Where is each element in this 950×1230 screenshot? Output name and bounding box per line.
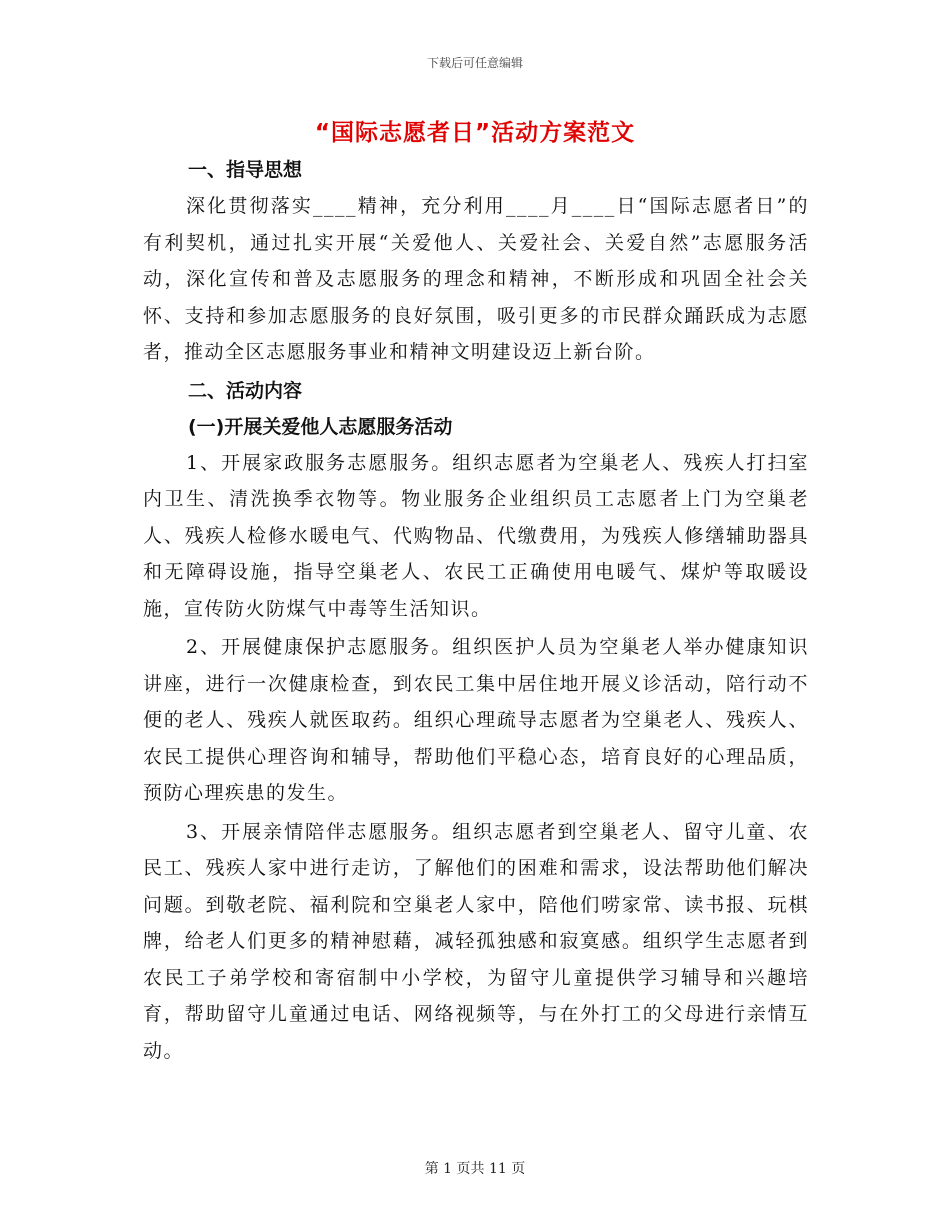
page-header: 下载后可任意编辑 — [426, 56, 523, 70]
paragraph-item-3: 3、开展亲情陪伴志愿服务。组织志愿者到空巢老人、留守儿童、农民工、残疾人家中进行走访，了解他们的困难和需求，设法帮助他们解决问题。到敬老院、福利院和空巢老人家中，陪他们唠家常、读书报、玩棋牌，给老人们更多的精神慰藉，减轻孤独感和寂寞感。组织学生志愿者到农民工子弟学校和寄宿制中小学校，为留守儿童提供学习辅导和兴趣培育，帮助留守儿童通过电话、网络视频等，与在外打工的父母进行亲情互动。 — [143, 820, 809, 1062]
paragraph-item-2: 2、开展健康保护志愿服务。组织医护人员为空巢老人举办健康知识讲座，进行一次健康检查，到农民工集中居住地开展义诊活动，陪行动不便的老人、残疾人就医取药。组织心理疏导志愿者为空巢老人、残疾人、农民工提供心理咨询和辅导，帮助他们平稳心态，培育良好的心理品质，预防心理疾患的发生。 — [143, 636, 809, 804]
subsection-heading-care-others: (一)开展关爱他人志愿服务活动 — [188, 415, 453, 438]
paragraph-guiding-thought: 深化贯彻落实____精神，充分利用____月____日“国际志愿者日”的有利契机，通过扎实开展“关爱他人、关爱社会、关爱自然”志愿服务活动，深化宣传和普及志愿服务的理念和精神，不断形成和巩固全社会关怀、支持和参加志愿服务的良好氛围，吸引更多的市民群众踊跃成为志愿者，推动全区志愿服务事业和精神文明建设迈上新台阶。 — [143, 195, 809, 363]
paragraph-item-1: 1、开展家政服务志愿服务。组织志愿者为空巢老人、残疾人打扫室内卫生、清洗换季衣物等。物业服务企业组织员工志愿者上门为空巢老人、残疾人检修水暖电气、代购物品、代缴费用，为残疾人修缮辅助器具和无障碍设施，指导空巢老人、农民工正确使用电暖气、煤炉等取暖设施，宣传防火防煤气中毒等生活知识。 — [143, 451, 809, 620]
section-heading-activity-content: 二、活动内容 — [188, 379, 303, 402]
document-title: “国际志愿者日”活动方案范文 — [314, 120, 636, 146]
section-heading-guiding-thought: 一、指导思想 — [188, 159, 303, 181]
document-body — [143, 152, 809, 1069]
page-footer: 第 1 页共 11 页 — [424, 1161, 526, 1177]
